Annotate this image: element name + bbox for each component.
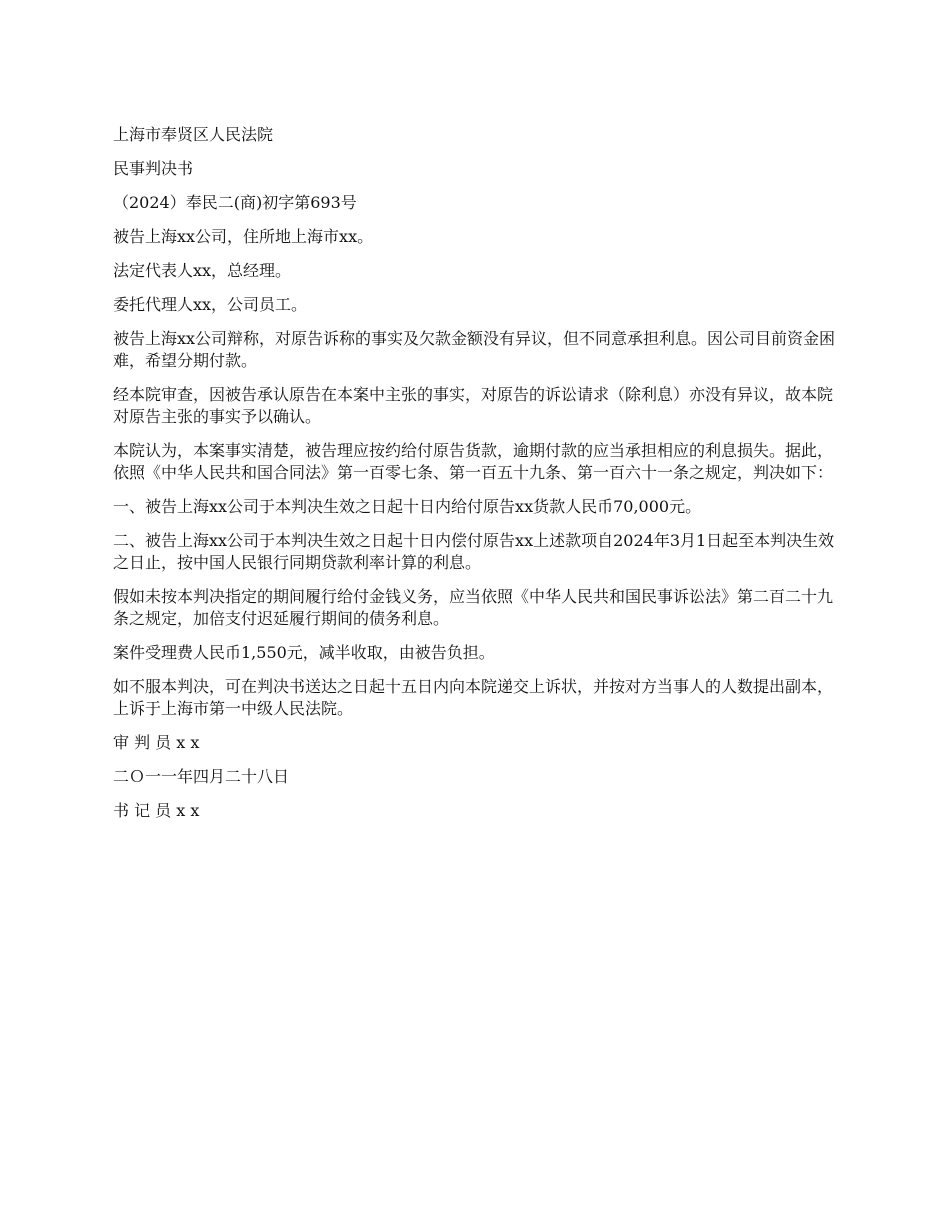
defendant-defense: 被告上海xx公司辩称，对原告诉称的事实及欠款金额没有异议，但不同意承担利息。因公司目前资金困难，希望分期付款。: [113, 329, 836, 370]
legal-representative: 法定代表人xx，总经理。: [113, 261, 292, 280]
judgment-item-1: 一、被告上海xx公司于本判决生效之日起十日内给付原告xx货款人民币70,000元。: [113, 497, 702, 516]
late-performance-clause: 假如未按本判决指定的期间履行给付金钱义务，应当依照《中华人民共和国民事诉讼法》第二百二十九条之规定，加倍支付迟延履行期间的债务利息。: [113, 587, 834, 628]
judgment-date: 二Ｏ一一年四月二十八日: [113, 767, 290, 786]
court-review: 经本院审查，因被告承认原告在本案中主张的事实，对原告的诉讼请求（除利息）亦没有异议，故本院对原告主张的事实予以确认。: [113, 385, 834, 426]
judge-signature: 审 判 员 x x: [113, 733, 200, 752]
document-type: 民事判决书: [113, 159, 194, 178]
judgment-item-2: 二、被告上海xx公司于本判决生效之日起十日内偿付原告xx上述款项自2024年3月1日起至本判决生效之日止，按中国人民银行同期贷款利率计算的利息。: [113, 531, 835, 572]
appeal-notice: 如不服本判决，可在判决书送达之日起十五日内向本院递交上诉状，并按对方当事人的人数提出副本，上诉于上海市第一中级人民法院。: [113, 677, 834, 718]
defendant-info: 被告上海xx公司，住所地上海市xx。: [113, 227, 374, 246]
authorized-agent: 委托代理人xx，公司员工。: [113, 295, 308, 314]
clerk-signature: 书 记 员 x x: [113, 801, 200, 820]
case-number: （2024）奉民二(商)初字第693号: [113, 193, 357, 212]
court-opinion: 本院认为，本案事实清楚，被告理应按约给付原告货款，逾期付款的应当承担相应的利息损失。据此，依照《中华人民共和国合同法》第一百零七条、第一百五十九条、第一百六十一条之规定，判决如下：: [113, 441, 834, 482]
case-fee: 案件受理费人民币1,550元，减半收取，由被告负担。: [113, 643, 495, 662]
court-name: 上海市奉贤区人民法院: [113, 125, 274, 144]
judgment-document: [113, 124, 843, 834]
